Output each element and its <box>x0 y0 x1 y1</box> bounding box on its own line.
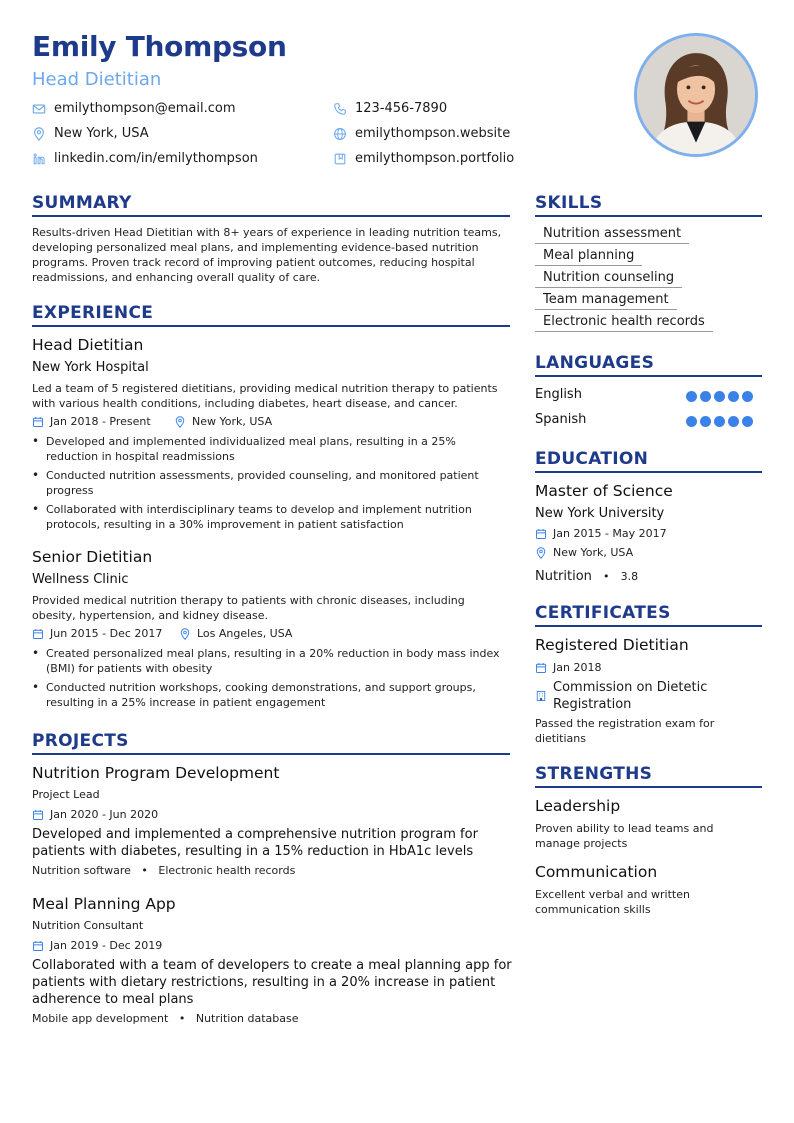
experience-dates <box>32 415 151 428</box>
education-gpa: 3.8 <box>620 570 639 583</box>
strength-description: Proven ability to lead teams and manage projects <box>535 822 714 850</box>
language-level-spanish <box>686 416 753 427</box>
phone-icon <box>333 102 347 116</box>
experience-dates-text: Jan 2018 - Present <box>50 415 151 428</box>
list-item: • Developed and implemented individualized meal plans, resulting in a 25% reduction in hospital readmissions <box>46 434 510 464</box>
project-name: Meal Planning App <box>32 895 176 913</box>
building-icon <box>535 690 547 702</box>
list-item: • Conducted nutrition workshops, cooking demonstrations, and support groups, resulting in a 25% increase in patient engagement <box>46 680 510 710</box>
project-dates-text: Jan 2020 - Jun 2020 <box>50 808 159 821</box>
contact-location-text: New York, USA <box>54 126 149 141</box>
contact-linkedin-text: linkedin.com/in/emilythompson <box>54 151 258 166</box>
calendar-icon <box>535 528 547 540</box>
certificate-date <box>535 661 601 674</box>
contact-phone-text: 123-456-7890 <box>355 101 448 116</box>
project-role: Project Lead <box>32 788 100 801</box>
envelope-icon <box>32 102 46 116</box>
proficiency-dot <box>714 391 725 402</box>
project-tag: Mobile app development <box>32 1012 169 1025</box>
experience-role: Head Dietitian <box>32 336 144 354</box>
project-dates <box>32 939 162 952</box>
candidate-title: Head Dietitian <box>32 69 162 90</box>
education-school: New York University <box>535 506 665 521</box>
proficiency-dot <box>686 391 697 402</box>
contact-phone[interactable] <box>333 101 447 116</box>
experience-location-text: New York, USA <box>192 415 273 428</box>
list-item: • Collaborated with interdisciplinary teams to develop and implement nutrition protocols, resulting in a 30% improvement in patient satisfaction <box>46 502 510 532</box>
education-location-text: New York, USA <box>553 546 634 559</box>
map-pin-icon <box>32 127 46 141</box>
skill-tag: Nutrition assessment <box>535 226 689 244</box>
portfolio-icon <box>333 152 347 166</box>
language-name: English <box>535 387 582 402</box>
project-role: Nutrition Consultant <box>32 919 144 932</box>
list-item: • Created personalized meal plans, resulting in a 20% reduction in body mass index (BMI) for patients with obesity <box>46 646 510 676</box>
contact-portfolio[interactable] <box>333 151 514 166</box>
skills-heading: SKILLS <box>535 193 762 217</box>
project-tags <box>32 864 295 877</box>
proficiency-dot <box>700 416 711 427</box>
skill-tag: Team management <box>535 292 677 310</box>
project-dates <box>32 808 158 821</box>
experience-description: Provided medical nutrition therapy to patients with chronic diseases, including obesity, hypertension, and kidney disease. <box>32 594 465 622</box>
certificate-issuer <box>535 679 733 713</box>
proficiency-dot <box>714 416 725 427</box>
calendar-icon <box>32 809 44 821</box>
experience-heading: EXPERIENCE <box>32 303 510 327</box>
proficiency-dot <box>700 391 711 402</box>
proficiency-dot <box>728 416 739 427</box>
proficiency-dot <box>742 391 753 402</box>
project-tag: Electronic health records <box>158 864 296 877</box>
profile-photo <box>634 33 758 157</box>
project-tags <box>32 1012 299 1025</box>
language-name: Spanish <box>535 412 587 427</box>
candidate-name: Emily Thompson <box>32 30 287 63</box>
experience-location-text: Los Angeles, USA <box>197 627 293 640</box>
strength-title: Leadership <box>535 797 621 815</box>
certificate-description: Passed the registration exam for dietitians <box>535 717 715 745</box>
certificate-issuer-text: Commission on Dietetic Registration <box>553 680 708 712</box>
project-tag: Nutrition software <box>32 864 131 877</box>
skill-tag: Electronic health records <box>535 314 713 332</box>
education-dates-text: Jan 2015 - May 2017 <box>553 527 667 540</box>
experience-bullets <box>32 646 510 714</box>
languages-heading: LANGUAGES <box>535 353 762 377</box>
linkedin-icon <box>32 152 46 166</box>
contact-location <box>32 126 149 141</box>
map-pin-icon <box>179 628 191 640</box>
education-location <box>535 546 633 559</box>
skill-tag: Nutrition counseling <box>535 270 682 288</box>
education-field-gpa <box>535 565 638 584</box>
project-name: Nutrition Program Development <box>32 764 280 782</box>
tag-separator: • <box>141 864 148 877</box>
education-heading: EDUCATION <box>535 449 762 473</box>
map-pin-icon <box>535 547 547 559</box>
project-tag: Nutrition database <box>195 1012 299 1025</box>
calendar-icon <box>32 416 44 428</box>
language-level-english <box>686 391 753 402</box>
summary-heading: SUMMARY <box>32 193 510 217</box>
education-field: Nutrition <box>535 569 592 584</box>
strength-title: Communication <box>535 863 658 881</box>
calendar-icon <box>32 628 44 640</box>
strength-description: Excellent verbal and written communication skills <box>535 888 690 916</box>
proficiency-dot <box>742 416 753 427</box>
contact-website[interactable] <box>333 126 510 141</box>
experience-location <box>174 415 272 428</box>
tag-separator: • <box>178 1012 186 1025</box>
education-degree: Master of Science <box>535 482 673 500</box>
proficiency-dot <box>728 391 739 402</box>
project-dates-text: Jan 2019 - Dec 2019 <box>50 939 163 952</box>
certificates-heading: CERTIFICATES <box>535 603 762 627</box>
gpa-separator: • <box>603 570 610 583</box>
certificate-date-text: Jan 2018 <box>553 661 602 674</box>
certificate-name: Registered Dietitian <box>535 636 689 654</box>
globe-icon <box>333 127 347 141</box>
contact-linkedin[interactable] <box>32 151 258 166</box>
contact-website-text: emilythompson.website <box>355 126 511 141</box>
project-description: Collaborated with a team of developers to create a meal planning app for patients with dietary restrictions, resulting in a 20% increase in patient adherence to meal plans <box>32 958 512 1007</box>
experience-dates <box>32 627 162 640</box>
skill-tag: Meal planning <box>535 248 642 266</box>
experience-location <box>179 627 292 640</box>
summary-text: Results-driven Head Dietitian with 8+ years of experience in leading nutrition teams, developing personalized meal plans, and implementing evidence-based nutrition programs. Proven track record of improving patient outcomes, reducing hospital readmissions, and enhancing overall quality of care. <box>32 226 502 284</box>
projects-heading: PROJECTS <box>32 731 510 755</box>
experience-company: New York Hospital <box>32 360 149 375</box>
contact-portfolio-text: emilythompson.portfolio <box>355 151 515 166</box>
calendar-icon <box>32 940 44 952</box>
experience-role: Senior Dietitian <box>32 548 153 566</box>
contact-email[interactable] <box>32 101 236 116</box>
proficiency-dot <box>686 416 697 427</box>
portrait-illustration <box>637 36 755 154</box>
education-dates <box>535 527 667 540</box>
experience-dates-text: Jun 2015 - Dec 2017 <box>50 627 163 640</box>
experience-company: Wellness Clinic <box>32 572 129 587</box>
experience-description: Led a team of 5 registered dietitians, providing medical nutrition therapy to patients with various health conditions, including diabetes, heart disease, and cancer. <box>32 382 498 410</box>
list-item: • Conducted nutrition assessments, provided counseling, and monitored patient progress <box>46 468 510 498</box>
map-pin-icon <box>174 416 186 428</box>
contact-email-text: emilythompson@email.com <box>54 101 236 116</box>
strengths-heading: STRENGTHS <box>535 764 762 788</box>
calendar-icon <box>535 662 547 674</box>
experience-bullets <box>32 434 510 536</box>
project-description: Developed and implemented a comprehensive nutrition program for patients with diabetes, resulting in a 15% reduction in HbA1c levels <box>32 827 478 859</box>
